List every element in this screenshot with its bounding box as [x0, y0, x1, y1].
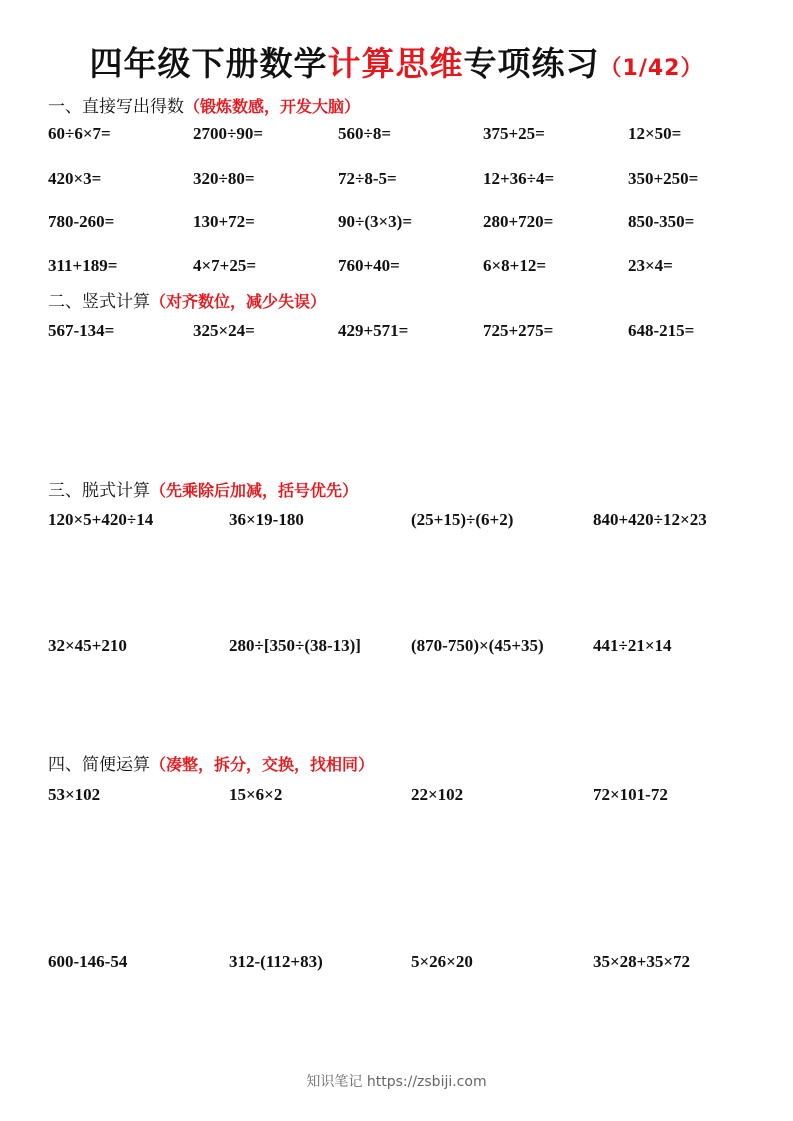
problem: 311+189=: [48, 256, 118, 275]
problem: 22×102: [411, 785, 464, 804]
title-suffix: 专项练习: [463, 44, 600, 83]
page-title: [0, 38, 793, 85]
title-highlight: 计算思维: [327, 44, 464, 83]
page-indicator: （1/42）: [599, 56, 704, 81]
problem: 4×7+25=: [193, 256, 257, 275]
problem: 280+720=: [483, 212, 554, 231]
problem: 725+275=: [483, 321, 554, 340]
problem: 325×24=: [193, 321, 255, 340]
problem: 60÷6×7=: [48, 124, 111, 143]
problem: 72÷8-5=: [338, 169, 397, 188]
problem: 23×4=: [628, 256, 673, 275]
title-main: 四年级下册数学: [89, 44, 328, 83]
problem: 32×45+210: [48, 636, 127, 655]
problem: 350+250=: [628, 169, 699, 188]
problem: 320÷80=: [193, 169, 255, 188]
section-1-heading: [48, 92, 360, 117]
section-1-title: 一、直接写出得数: [48, 97, 184, 117]
footer-watermark: 知识笔记 https://zsbiji.com: [306, 1074, 487, 1090]
problem: 648-215=: [628, 321, 695, 340]
section-3-title: 三、脱式计算: [48, 481, 150, 501]
problem: 280÷[350÷(38-13)]: [229, 636, 361, 655]
problem: 5×26×20: [411, 952, 473, 971]
problem: (870-750)×(45+35): [411, 636, 544, 655]
problem: 441÷21×14: [593, 636, 672, 655]
problem: 53×102: [48, 785, 101, 804]
problem: 420×3=: [48, 169, 102, 188]
section-1-hint: （锻炼数感，开发大脑）: [184, 97, 361, 116]
section-3-hint: （先乘除后加减，括号优先）: [150, 481, 359, 500]
problem: 760+40=: [338, 256, 400, 275]
section-2-title: 二、竖式计算: [48, 292, 150, 312]
problem: 6×8+12=: [483, 256, 547, 275]
problem: (25+15)÷(6+2): [411, 510, 514, 529]
section-3-heading: [48, 476, 358, 501]
problem: 2700÷90=: [193, 124, 264, 143]
section-2-hint: （对齐数位，减少失误）: [150, 292, 327, 311]
problem: 850-350=: [628, 212, 695, 231]
section-4-hint: （凑整，拆分，交换，找相同）: [150, 755, 375, 774]
problem: 600-146-54: [48, 952, 128, 971]
section-4-heading: [48, 750, 374, 775]
section-2-heading: [48, 287, 326, 312]
problem: 312-(112+83): [229, 952, 323, 971]
problem: 567-134=: [48, 321, 115, 340]
problem: 36×19-180: [229, 510, 304, 529]
problem: 90÷(3×3)=: [338, 212, 413, 231]
problem: 429+571=: [338, 321, 409, 340]
problem: 375+25=: [483, 124, 545, 143]
section-4-title: 四、简便运算: [48, 755, 150, 775]
problem: 12+36÷4=: [483, 169, 555, 188]
problem: 35×28+35×72: [593, 952, 691, 971]
problem: 15×6×2: [229, 785, 283, 804]
problem: 560÷8=: [338, 124, 392, 143]
problem: 72×101-72: [593, 785, 668, 804]
problem: 780-260=: [48, 212, 115, 231]
problem: 840+420÷12×23: [593, 510, 707, 529]
problem: 12×50=: [628, 124, 682, 143]
problem: 120×5+420÷14: [48, 510, 154, 529]
problem: 130+72=: [193, 212, 255, 231]
